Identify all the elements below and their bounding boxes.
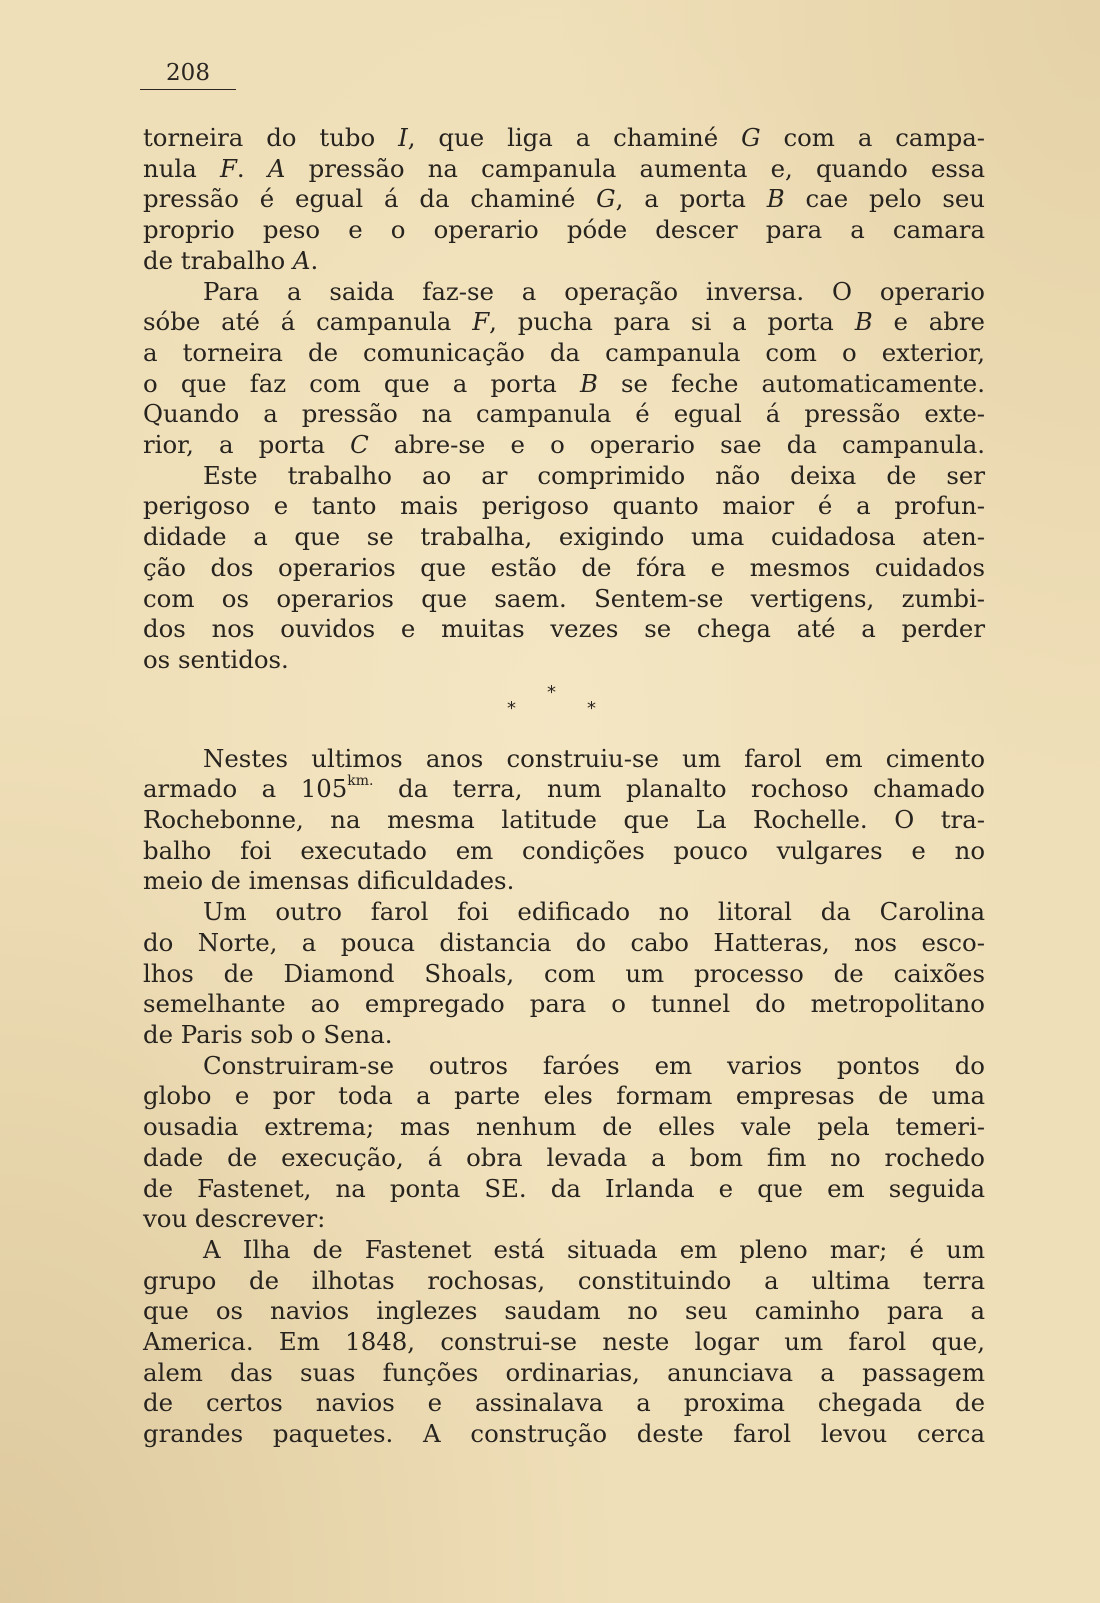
text-fragment: armado a 105 <box>143 774 348 804</box>
text-line: semelhante ao empregado para o tunnel do metropolitano <box>143 989 985 1019</box>
text-line: dos nos ouvidos e muitas vezes se chega até a perder <box>143 614 985 644</box>
text-line: meio de imensas dificuldades. <box>143 866 515 896</box>
text-line: Rochebonne, na mesma latitude que La Rochelle. O tra- <box>143 805 985 835</box>
text-line: lhos de Diamond Shoals, com um processo de caixões <box>143 958 985 988</box>
text-line: sóbe até á campanula F, pucha para si a porta B e abre <box>143 307 985 337</box>
text-line: Nestes ultimos anos construiu-se um farol em cimento <box>203 743 985 773</box>
text-line: grupo de ilhotas rochosas, constituindo a ultima terra <box>143 1265 985 1295</box>
figure-reference: B <box>766 184 785 214</box>
paragraph-2 <box>143 277 985 461</box>
text-line: de Paris sob o Sena. <box>143 1019 393 1049</box>
text-line: vou descrever: <box>143 1204 326 1234</box>
figure-reference: F <box>472 307 490 337</box>
text-line: que os navios inglezes saudam no seu caminho para a <box>143 1296 985 1326</box>
text-line: nula F. A pressão na campanula aumenta e, quando essa <box>143 153 985 183</box>
figure-reference: A <box>267 153 286 183</box>
text-line: ção dos operarios que estão de fóra e mesmos cuidados <box>143 552 985 582</box>
figure-reference: G <box>741 123 761 152</box>
paragraph-7 <box>143 1235 985 1450</box>
text-line: torneira do tubo I, que liga a chaminé G com a campa- <box>143 123 985 152</box>
text-line: a torneira de comunicação da campanula com o exterior, <box>143 337 985 367</box>
text-line: rior, a porta C abre-se e o operario sae da campanula. <box>143 430 985 460</box>
text-line: ousadia extrema; mas nenhum de elles vale pela temeri- <box>143 1112 985 1142</box>
text-line: de Fastenet, na ponta SE. da Irlanda e que em seguida <box>143 1173 985 1203</box>
asterism-star: * <box>507 697 516 719</box>
body-text <box>143 123 985 1450</box>
figure-reference: F <box>219 153 237 183</box>
text-line: de certos navios e assinalava a proxima chegada de <box>143 1388 985 1418</box>
asterism-star: * <box>547 681 556 703</box>
text-fragment: da terra, num planalto rochoso chamado <box>373 774 985 804</box>
text-line: de trabalho A. <box>143 245 319 275</box>
text-line: grandes paquetes. A construção deste farol levou cerca <box>143 1419 985 1449</box>
text-line: dade de execução, á obra levada a bom fim no rochedo <box>143 1142 985 1172</box>
text-line: Este trabalho ao ar comprimido não deixa de ser <box>203 460 985 490</box>
text-line: Construiram-se outros faróes em varios pontos do <box>203 1050 985 1080</box>
text-line: alem das suas funções ordinarias, anunciava a passagem <box>143 1357 985 1387</box>
text-line: globo e por toda a parte eles formam empresas de uma <box>143 1081 985 1111</box>
text-line: Um outro farol foi edificado no litoral da Carolina <box>203 897 985 927</box>
paragraph-4 <box>143 744 985 898</box>
figure-reference: C <box>350 430 369 460</box>
text-line: com os operarios que saem. Sentem-se vertigens, zumbi- <box>143 583 985 613</box>
text-line: do Norte, a pouca distancia do cabo Hatteras, nos esco- <box>143 927 985 957</box>
text-line: Para a saida faz-se a operação inversa. O operario <box>203 276 985 306</box>
text-line: o que faz com que a porta B se feche automaticamente. <box>143 368 985 398</box>
text-line: balho foi executado em condições pouco vulgares e no <box>143 835 985 865</box>
unit-superscript: km. <box>347 773 374 790</box>
figure-reference: B <box>579 368 598 398</box>
section-divider-asterism <box>143 676 985 738</box>
page-number: 208 <box>140 60 236 90</box>
figure-reference: A <box>292 245 311 275</box>
text-line: America. Em 1848, construi-se neste logar um farol que, <box>143 1327 985 1357</box>
text-line: A Ilha de Fastenet está situada em pleno mar; é um <box>203 1234 985 1264</box>
text-line: proprio peso e o operario póde descer para a camara <box>143 215 985 245</box>
figure-reference: G <box>596 184 616 214</box>
asterism-star: * <box>587 697 596 719</box>
figure-reference: B <box>854 307 873 337</box>
text-line: Quando a pressão na campanula é egual á pressão exte- <box>143 399 985 429</box>
text-line: perigoso e tanto mais perigoso quanto maior é a profun- <box>143 491 985 521</box>
text-line: os sentidos. <box>143 644 289 674</box>
paragraph-3 <box>143 461 985 676</box>
text-line: pressão é egual á da chaminé G, a porta B cae pelo seu <box>143 184 986 214</box>
paragraph-5 <box>143 897 985 1051</box>
text-line: didade a que se trabalha, exigindo uma cuidadosa aten- <box>143 522 985 552</box>
figure-reference: I <box>398 123 408 152</box>
paragraph-1 <box>143 123 985 277</box>
text-line <box>143 774 985 805</box>
paragraph-6 <box>143 1051 985 1235</box>
